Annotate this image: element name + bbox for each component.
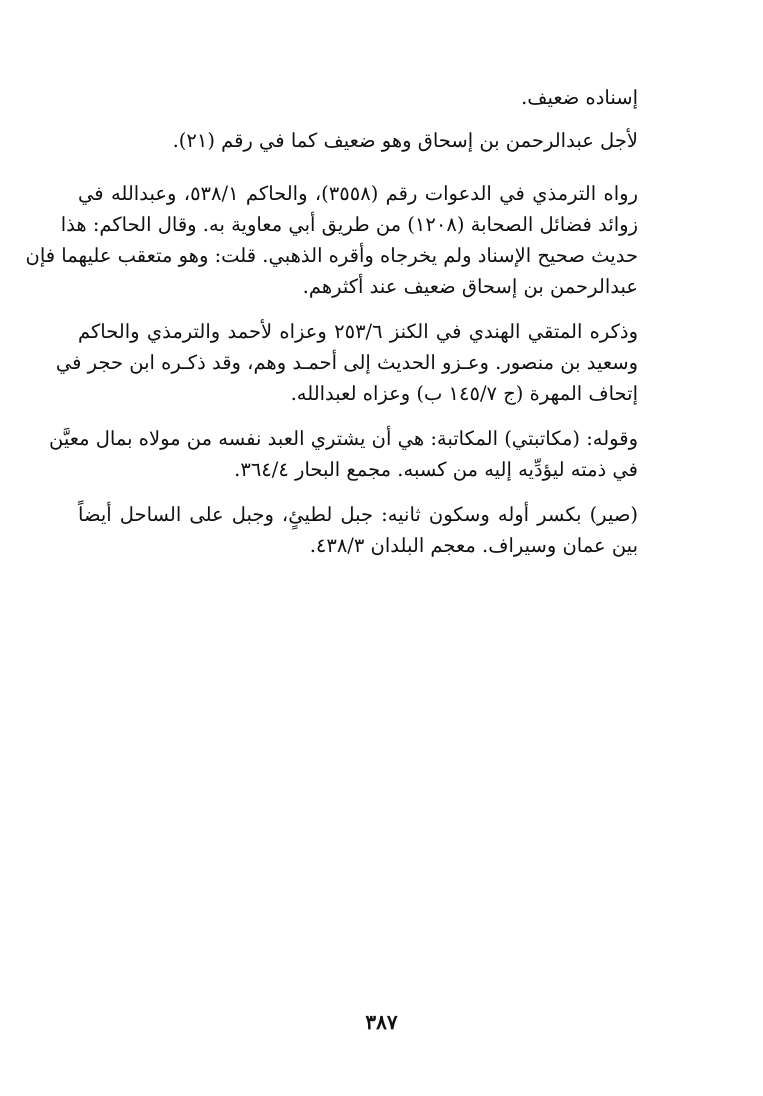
text-line: إتحاف المهرة (ج ١٤٥/٧ ب) وعزاه لعبدالله.: [290, 382, 638, 405]
text-line: بين عمان وسيراف. معجم البلدان ٤٣٨/٣.: [309, 534, 638, 557]
paragraph-reason: [78, 125, 638, 156]
text-line: إسناده ضعيف.: [521, 86, 638, 109]
text-line: حديث صحيح الإسناد ولم يخرجاه وأقره الذهبي. قلت: وهو متعقب عليهما فإن: [25, 244, 638, 267]
text-line: لأجل عبدالرحمن بن إسحاق وهو ضعيف كما في رقم (٢١).: [172, 129, 638, 152]
paragraph-takhrij: [25, 178, 638, 302]
page-number: ٣٨٧: [365, 1010, 398, 1034]
text-line: وذكره المتقي الهندي في الكنز ٢٥٣/٦ وعزاه لأحمد والترمذي والحاكم: [78, 320, 638, 343]
text-line: وقوله: (مكاتبتي) المكاتبة: هي أن يشتري العبد نفسه من مولاه بمال معيَّن: [48, 427, 638, 450]
text-line: (صير) بكسر أوله وسكون ثانيه: جبل لطيئٍ، وجبل على الساحل أيضاً: [78, 503, 638, 526]
paragraph-isnad-grade: [78, 82, 638, 113]
text-line: وسعيد بن منصور. وعـزو الحديث إلى أحمـد وهم، وقد ذكـره ابن حجر في: [55, 351, 638, 374]
text-line: عبدالرحمن بن إسحاق ضعيف عند أكثرهم.: [302, 275, 638, 298]
paragraph-sir-place: [78, 499, 638, 561]
paragraph-mukataba-definition: [48, 423, 638, 485]
document-body: [25, 82, 638, 575]
text-line: رواه الترمذي في الدعوات رقم (٣٥٥٨)، والحاكم ٥٣٨/١، وعبدالله في: [78, 182, 638, 205]
text-line: في ذمته ليؤدِّيه إليه من كسبه. مجمع البحار ٣٦٤/٤.: [234, 458, 638, 481]
text-line: زوائد فضائل الصحابة (١٢٠٨) من طريق أبي معاوية به. وقال الحاكم: هذا: [60, 213, 638, 236]
paragraph-kanz-reference: [55, 316, 638, 409]
